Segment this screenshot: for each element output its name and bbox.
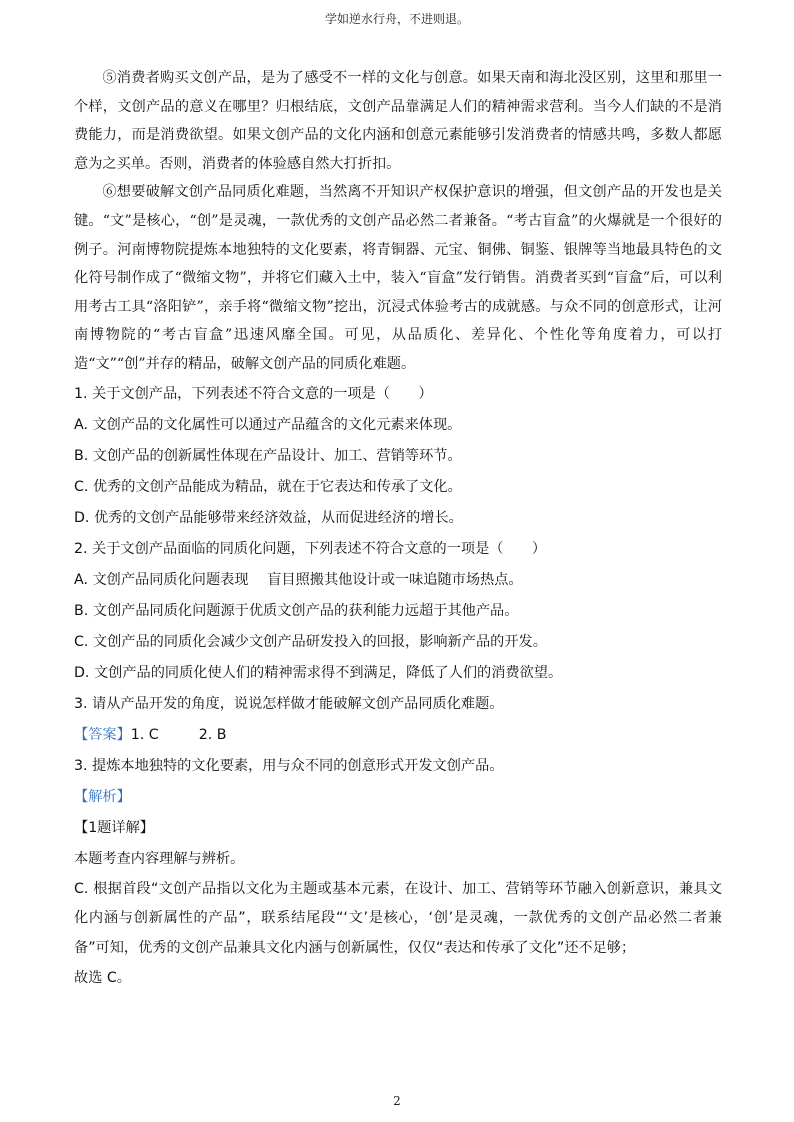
question-1-option-b: B. 文创产品的创新属性体现在产品设计、加工、营销等环节。 — [74, 447, 462, 464]
analysis-conclusion: 故选 C。 — [74, 970, 131, 987]
answer-label: 【答案】 — [74, 726, 131, 743]
analysis-intro: 本题考查内容理解与辨析。 — [74, 850, 245, 867]
passage-paragraph-5: ⑤消费者购买文创产品，是为了感受不一样的文化与创意。如果天南和海北没区别，这里和那里一个样，文创产品的意义在哪里？归根结底，文创产品靠满足人们的精神需求营利。当今人们缺的不是消费能力，而是消费欲望。如果文创产品的文化内涵和创意元素能够引发消费者的情感共鸣，多数人都愿意为之买单。否则，消费者的体验感自然大打折扣。 — [74, 70, 722, 172]
question-1-option-a: A. 文创产品的文化属性可以通过产品蕴含的文化元素来体现。 — [74, 416, 462, 433]
answer-2: 2. B — [198, 726, 227, 743]
question-2-stem: 2. 关于文创产品面临的同质化问题，下列表述不符合文意的一项是（ ） — [74, 540, 547, 557]
question-2-option-a: A. 文创产品同质化问题表现 盲目照搬其他设计或一味追随市场热点。 — [74, 571, 523, 588]
answer-3: 3. 提炼本地独特的文化要素，用与众不同的创意形式开发文创产品。 — [74, 757, 504, 774]
question-1-stem: 1. 关于文创产品，下列表述不符合文意的一项是（ ） — [74, 385, 433, 402]
page-content — [74, 64, 722, 994]
passage-paragraph-6: ⑥想要破解文创产品同质化难题，当然离不开知识产权保护意识的增强，但文创产品的开发也是关键。“文”是核心，“创”是灵魂，一款优秀的文创产品必然二者兼备。“考古盲盒”的火爆就是一个很好的例子。河南博物院提炼本地独特的文化要素，将青铜器、元宝、铜佛、铜鉴、银牌等当地最具特色的文化符号制作成了“微缩文物”，并将它们藏入土中，装入“盲盒”发行销售。消费者买到“盲盒”后，可以利用考古工具“洛阳铲”，亲手将“微缩文物”挖出，沉浸式体验考古的成就感。与众不同的创意形式，让河南博物院的“考古盲盒”迅速风靡全国。可见，从品质化、差异化、个性化等角度着力，可以打造“文”“创”并存的精品，破解文创产品的同质化难题。 — [74, 184, 722, 372]
analysis-detail-label: 【1题详解】 — [74, 819, 154, 836]
question-2-option-d: D. 文创产品的同质化使人们的精神需求得不到满足，降低了人们的消费欲望。 — [74, 664, 563, 681]
page-number: 2 — [393, 1094, 401, 1108]
analysis-option-c-explanation: C. 根据首段“文创产品指以文化为主题或基本元素，在设计、加工、营销等环节融入创新意识，兼具文化内涵与创新属性的产品”，联系结尾段“‘文’是核心，‘创’是灵魂，一款优秀的文创产品必然二者兼备”可知，优秀的文创产品兼具文化内涵与创新属性，仅仅“表达和传承了文化”还不足够； — [74, 880, 722, 956]
analysis-label: 【解析】 — [74, 788, 131, 805]
question-1-option-c: C. 优秀的文创产品能成为精品，就在于它表达和传承了文化。 — [74, 478, 462, 495]
question-2-option-b: B. 文创产品同质化问题源于优质文创产品的获利能力远超于其他产品。 — [74, 602, 519, 619]
answer-line — [74, 720, 722, 751]
question-1-option-d: D. 优秀的文创产品能够带来经济效益，从而促进经济的增长。 — [74, 509, 463, 526]
question-3-stem: 3. 请从产品开发的角度，说说怎样做才能破解文创产品同质化难题。 — [74, 695, 504, 712]
question-2-option-c: C. 文创产品的同质化会减少文创产品研发投入的回报，影响新产品的开发。 — [74, 633, 547, 650]
page-header-motto: 学如逆水行舟，不进则退。 — [324, 12, 469, 26]
answer-1: 1. C — [130, 726, 159, 743]
